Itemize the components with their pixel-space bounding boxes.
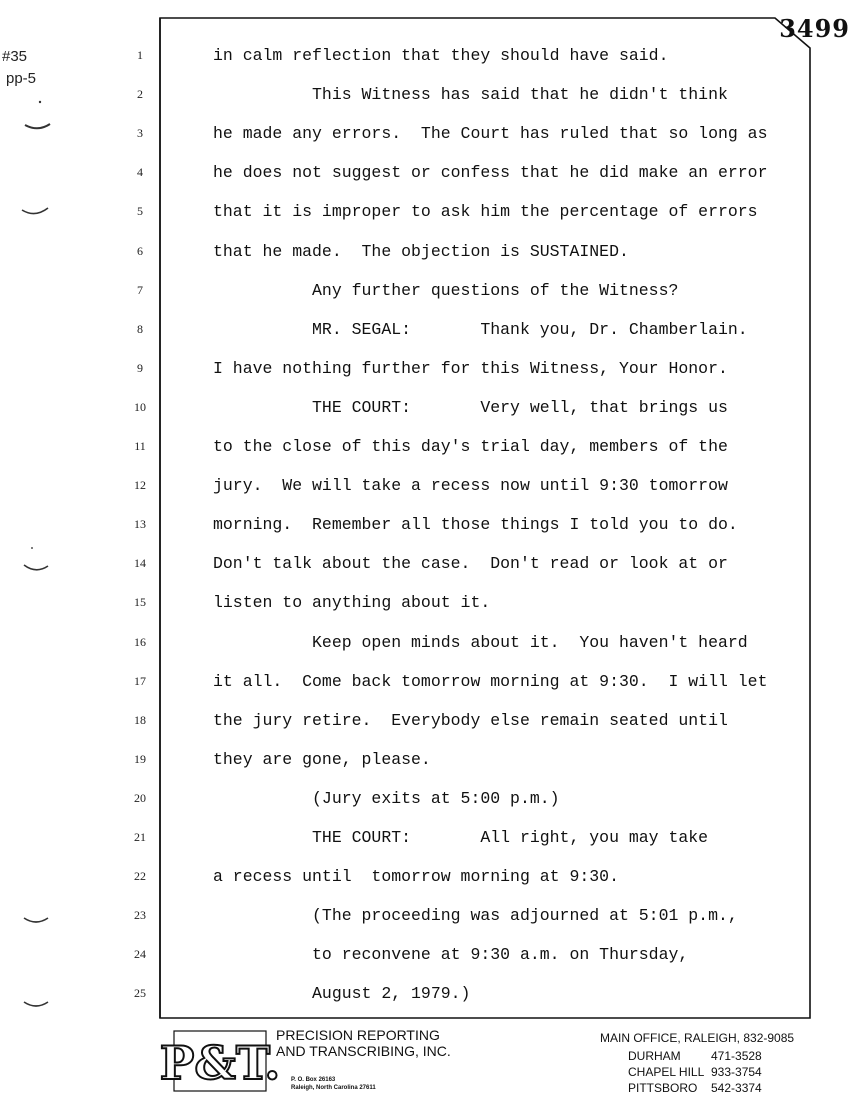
transcript-line: that he made. The objection is SUSTAINED. <box>213 241 629 261</box>
office-city: CHAPEL HILL <box>628 1065 705 1079</box>
transcript-line: he made any errors. The Court has ruled that so long as <box>213 124 768 144</box>
transcript-line: to the close of this day's trial day, members of the <box>213 437 728 456</box>
transcript-line: (The proceeding was adjourned at 5:01 p.m., <box>213 906 738 926</box>
office-phone: 542-3374 <box>711 1081 762 1095</box>
main-office: MAIN OFFICE, RALEIGH, 832-9085 <box>600 1031 795 1045</box>
office-phone: 933-3754 <box>711 1065 762 1079</box>
transcript-line: August 2, 1979.) <box>213 984 471 1004</box>
transcript-line: jury. We will take a recess now until 9:30 tomorrow <box>213 476 728 496</box>
line-number: 22 <box>134 869 146 884</box>
line-number: 10 <box>134 399 146 414</box>
transcript-line: THE COURT: Very well, that brings us <box>213 397 728 417</box>
line-number: 8 <box>137 321 143 336</box>
transcript-line: Any further questions of the Witness? <box>213 280 679 300</box>
margin-tag-pp5: pp-5 <box>6 70 37 87</box>
transcript-line: (Jury exits at 5:00 p.m.) <box>213 788 560 808</box>
line-number: 17 <box>134 673 146 688</box>
line-number: 25 <box>134 986 146 1001</box>
line-number: 14 <box>134 556 146 571</box>
transcript-line: This Witness has said that he didn't think <box>213 85 728 105</box>
page-number: 3499 <box>779 14 850 43</box>
company-address-line1: P. O. Box 26163 <box>291 1077 336 1083</box>
transcript-line: that it is improper to ask him the percentage of errors <box>213 202 758 222</box>
office-phone: 471-3528 <box>711 1049 762 1063</box>
line-number: 12 <box>134 478 146 493</box>
company-name-line1: PRECISION REPORTING <box>276 1027 440 1043</box>
line-number: 5 <box>137 204 143 219</box>
line-number: 24 <box>134 947 146 962</box>
line-number: 2 <box>137 87 143 102</box>
transcript-line: a recess until tomorrow morning at 9:30. <box>213 867 619 887</box>
company-logo <box>159 1027 281 1093</box>
transcript-line: MR. SEGAL: Thank you, Dr. Chamberlain. <box>213 319 748 339</box>
transcript-line: morning. Remember all those things I told you to do. <box>213 515 738 535</box>
line-number: 11 <box>134 439 146 453</box>
line-number: 16 <box>134 634 146 649</box>
line-number: 4 <box>137 165 143 180</box>
company-address-line2: Raleigh, North Carolina 27611 <box>291 1085 376 1091</box>
transcript-line: in calm reflection that they should have said. <box>213 46 669 65</box>
line-number: 3 <box>137 126 143 141</box>
line-number: 13 <box>134 517 146 532</box>
transcript-line: I have nothing further for this Witness, Your Honor. <box>213 358 728 378</box>
office-city: DURHAM <box>628 1049 681 1063</box>
transcript-line: it all. Come back tomorrow morning at 9:30. I will let <box>213 671 768 691</box>
line-number: 7 <box>137 282 143 297</box>
line-number: 19 <box>134 751 146 766</box>
transcript-line: he does not suggest or confess that he did make an error <box>213 163 768 183</box>
margin-tag-35: #35 <box>2 48 28 65</box>
company-name-line2: AND TRANSCRIBING, INC. <box>276 1043 451 1059</box>
line-number: 15 <box>134 595 146 610</box>
transcript-line: the jury retire. Everybody else remain seated until <box>213 710 728 730</box>
transcript-line: Don't talk about the case. Don't read or look at or <box>213 554 728 574</box>
office-city: PITTSBORO <box>628 1081 698 1095</box>
transcript-line: Keep open minds about it. You haven't heard <box>213 632 748 652</box>
line-number: 9 <box>137 360 143 375</box>
line-number: 6 <box>137 243 143 258</box>
line-number: 18 <box>134 712 146 727</box>
line-number: 21 <box>134 830 146 844</box>
transcript-line: THE COURT: All right, you may take <box>213 828 709 847</box>
line-number: 23 <box>134 908 146 923</box>
transcript-line: listen to anything about it. <box>213 593 491 613</box>
transcript-line: to reconvene at 9:30 a.m. on Thursday, <box>213 945 689 965</box>
transcript-line: they are gone, please. <box>213 749 431 769</box>
svg-text:P&T.: P&T. <box>159 1036 281 1090</box>
line-number: 20 <box>134 790 146 805</box>
line-number: 1 <box>137 48 143 62</box>
